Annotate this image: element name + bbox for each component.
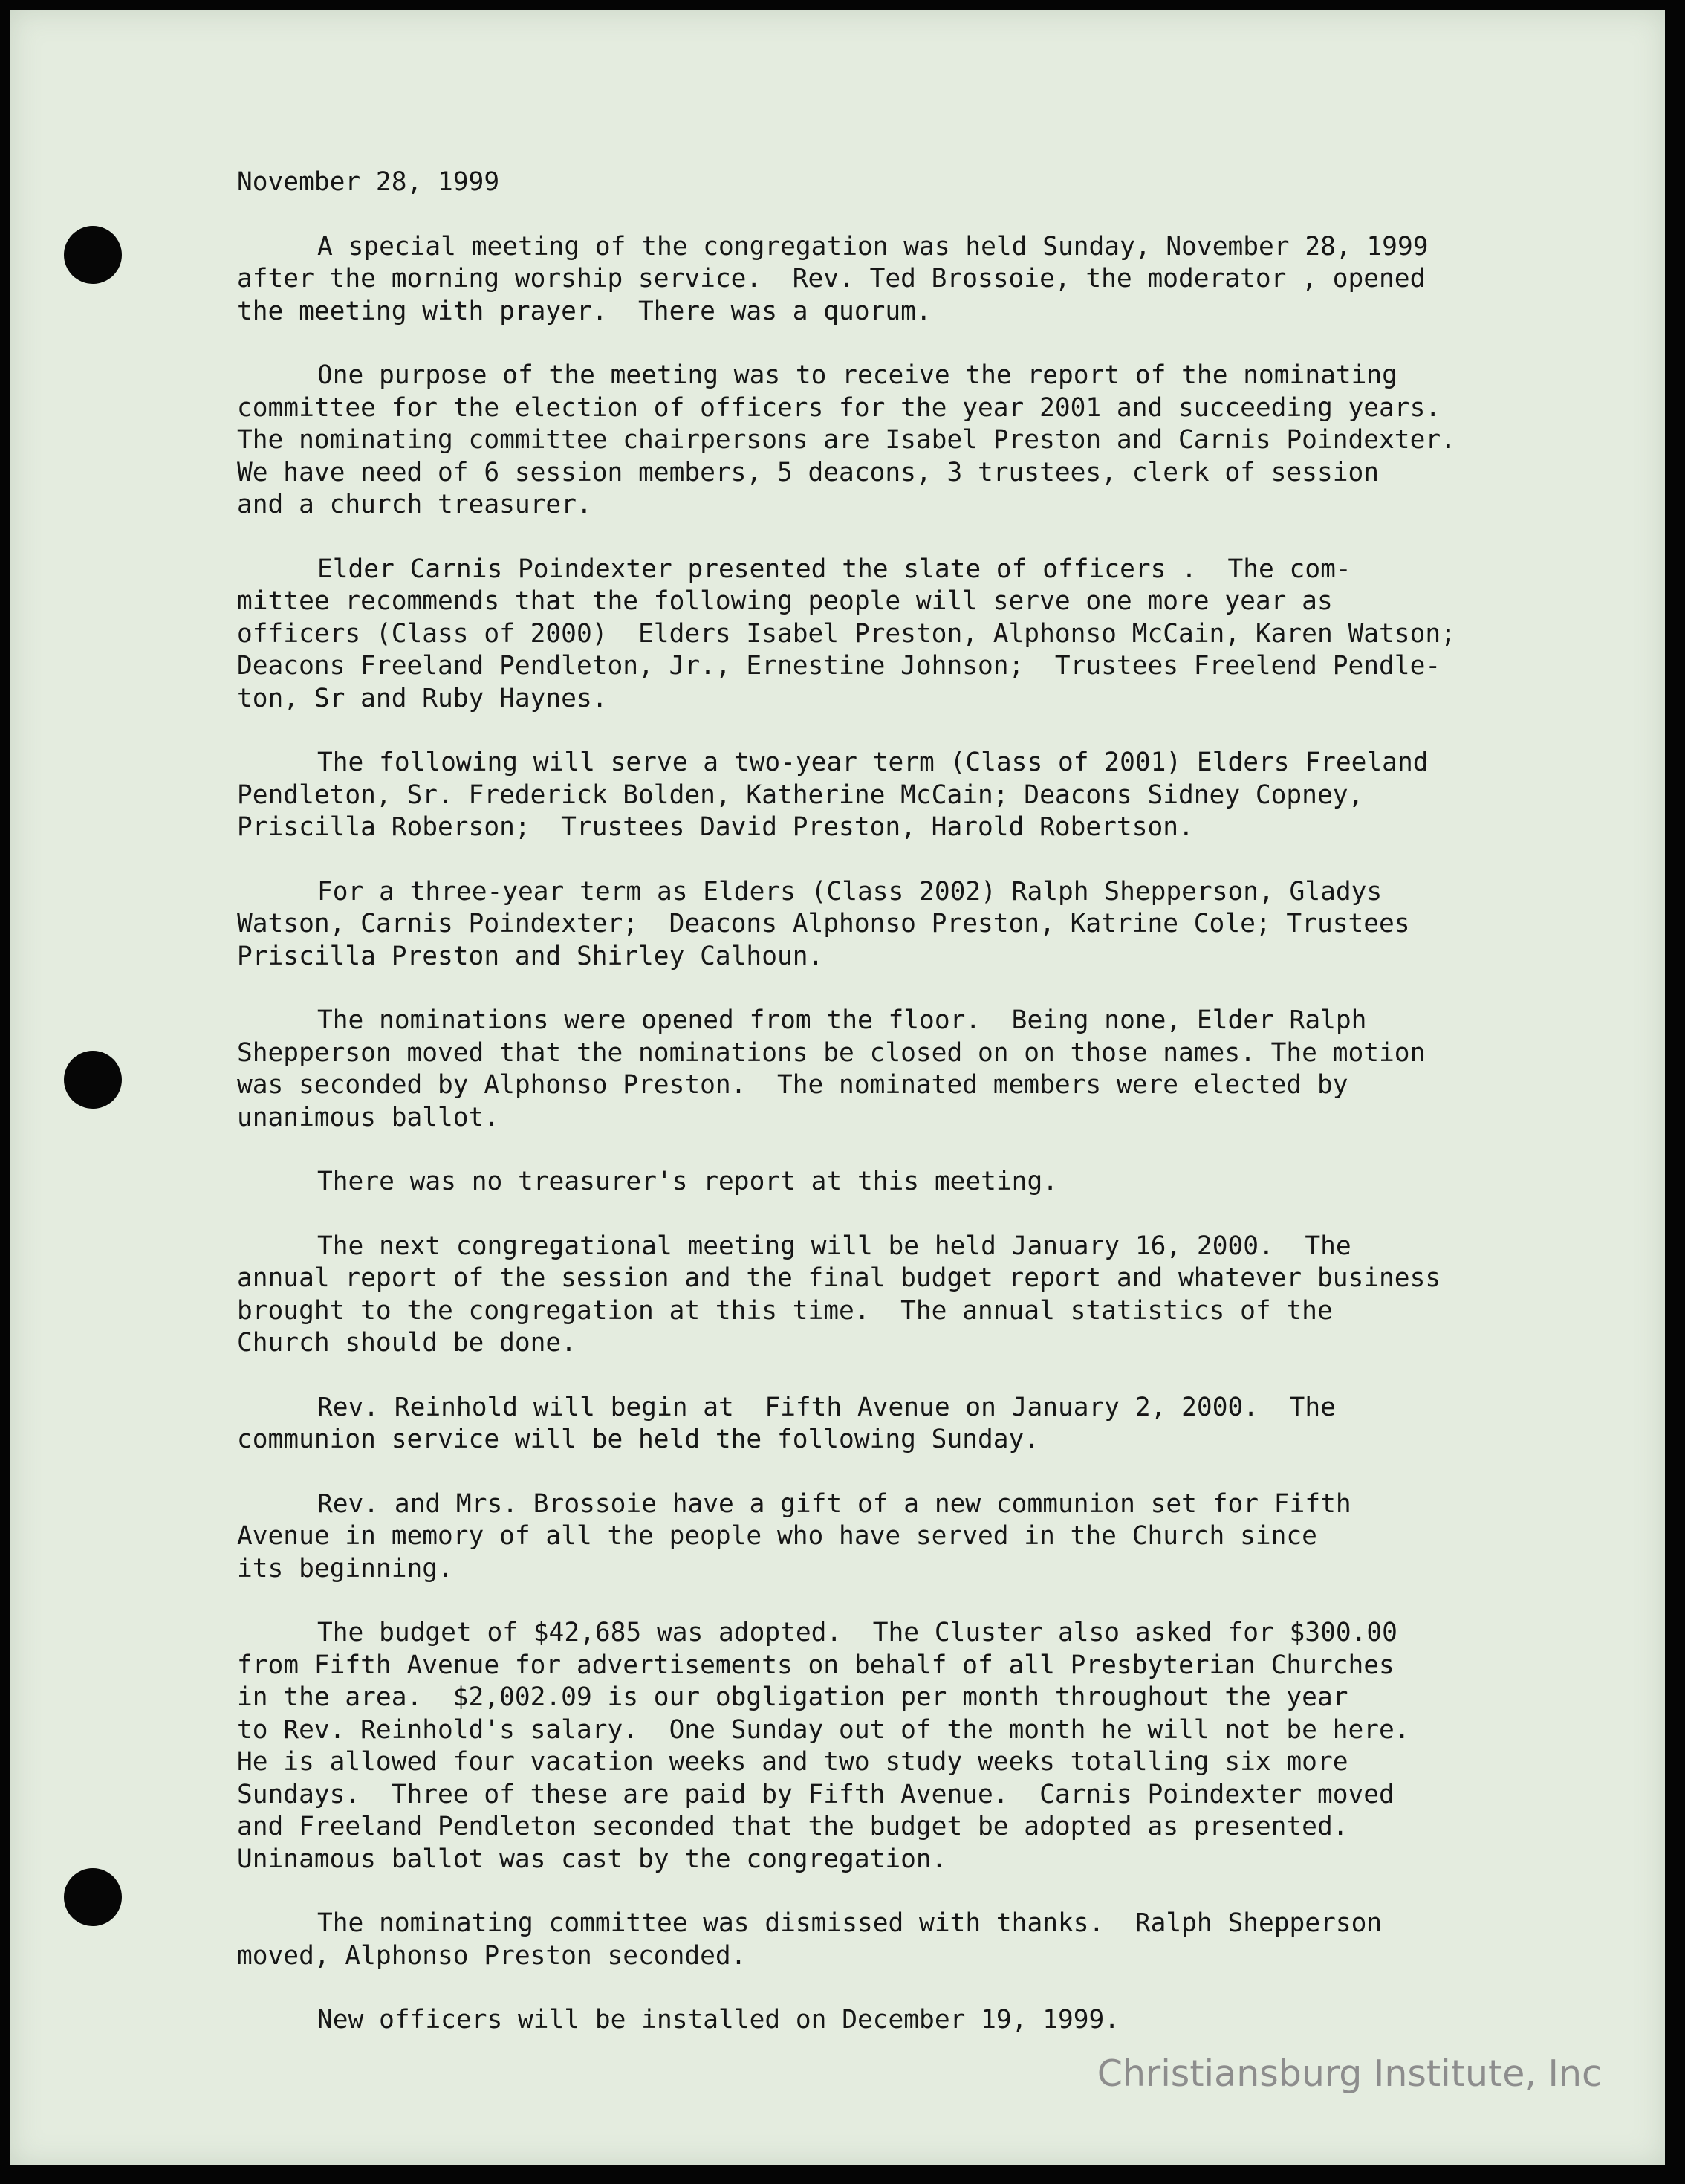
paragraph-line: committee for the election of officers for the year 2001 and succeeding years. <box>237 392 1441 423</box>
paragraph-line: Elder Carnis Poindexter presented the slate of officers . The com- <box>317 554 1351 584</box>
paragraph-line: Pendleton, Sr. Frederick Bolden, Katherine McCain; Deacons Sidney Copney, <box>237 780 1364 810</box>
paragraph-line: The next congregational meeting will be held January 16, 2000. The <box>317 1231 1351 1261</box>
paragraph-line: ton, Sr and Ruby Haynes. <box>237 683 608 713</box>
paragraph-line: Sundays. Three of these are paid by Fifth Avenue. Carnis Poindexter moved <box>237 1779 1395 1809</box>
paragraph-line: Shepperson moved that the nominations be closed on on those names. The motion <box>237 1037 1426 1068</box>
paragraph <box>237 1231 1574 1360</box>
paragraph-line: and Freeland Pendleton seconded that the budget be adopted as presented. <box>237 1812 1348 1841</box>
paragraph <box>237 2004 1574 2037</box>
watermark: Christiansburg Institute, Inc <box>1097 2052 1602 2095</box>
paragraph <box>237 1617 1574 1876</box>
paragraph-line: Priscilla Roberson; Trustees David Preston, Harold Robertson. <box>237 812 1194 842</box>
paragraph-line: officers (Class of 2000) Elders Isabel Preston, Alphonso McCain, Karen Watson; <box>237 618 1456 649</box>
paragraph-line: Rev. Reinhold will begin at Fifth Avenue on January 2, 2000. The <box>317 1392 1336 1422</box>
paragraph-line: mittee recommends that the following people will serve one more year as <box>237 586 1333 616</box>
paragraph-line: its beginning. <box>237 1553 453 1584</box>
paragraph-line: Avenue in memory of all the people who have served in the Church since <box>237 1521 1317 1551</box>
paragraph-line: after the morning worship service. Rev. Ted Brossoie, the moderator , opened <box>237 264 1426 294</box>
paragraph-line: The nominating committee chairpersons are Isabel Preston and Carnis Poindexter. <box>237 425 1456 455</box>
paragraph-line: the meeting with prayer. There was a quorum. <box>237 296 932 326</box>
paragraph <box>237 1005 1574 1134</box>
paragraph-line: The nominations were opened from the floor. Being none, Elder Ralph <box>317 1005 1367 1035</box>
document-body <box>237 166 1574 2069</box>
paragraph <box>237 876 1574 973</box>
paragraph-line: Deacons Freeland Pendleton, Jr., Ernestine Johnson; Trustees Freelend Pendle- <box>237 651 1441 681</box>
document-date: November 28, 1999 <box>237 167 500 197</box>
paragraph-line: Uninamous ballot was cast by the congregation. <box>237 1844 947 1874</box>
paragraph <box>237 1488 1574 1586</box>
binder-hole-top <box>64 226 122 284</box>
paragraph-line: to Rev. Reinhold's salary. One Sunday out of the month he will not be here. <box>237 1714 1410 1745</box>
paragraph <box>237 360 1574 522</box>
paragraph <box>237 1392 1574 1456</box>
paragraph-line: He is allowed four vacation weeks and two study weeks totalling six more <box>237 1747 1348 1777</box>
paragraph-line: communion service will be held the following Sunday. <box>237 1425 1040 1454</box>
paragraph-line: Watson, Carnis Poindexter; Deacons Alphonso Preston, Katrine Cole; Trustees <box>237 909 1410 939</box>
binder-hole-middle <box>64 1051 122 1109</box>
paragraph-line: in the area. $2,002.09 is our obgligation per month throughout the year <box>237 1682 1348 1712</box>
paragraph-line: Church should be done. <box>237 1328 577 1358</box>
paragraph <box>237 1908 1574 1972</box>
paragraph-line: The budget of $42,685 was adopted. The Cluster also asked for $300.00 <box>317 1618 1397 1647</box>
paragraph <box>237 231 1574 328</box>
paragraph <box>237 747 1574 844</box>
paragraph-line: Priscilla Preston and Shirley Calhoun. <box>237 941 824 971</box>
paragraph-line: New officers will be installed on December 19, 1999. <box>317 2005 1120 2035</box>
paragraph-line: A special meeting of the congregation was held Sunday, November 28, 1999 <box>317 231 1429 262</box>
paragraph-line: unanimous ballot. <box>237 1102 500 1132</box>
paragraph-line: We have need of 6 session members, 5 deacons, 3 trustees, clerk of session <box>237 457 1380 487</box>
paragraph-line: Rev. and Mrs. Brossoie have a gift of a new communion set for Fifth <box>317 1488 1351 1519</box>
paragraph-line: from Fifth Avenue for advertisements on behalf of all Presbyterian Churches <box>237 1650 1395 1680</box>
paragraph-line: and a church treasurer. <box>237 490 592 519</box>
paragraph-line: One purpose of the meeting was to receive the report of the nominating <box>317 360 1397 390</box>
paragraph-line: moved, Alphonso Preston seconded. <box>237 1940 747 1971</box>
paragraph-line: was seconded by Alphonso Preston. The nominated members were elected by <box>237 1070 1348 1100</box>
paragraph-line: There was no treasurer's report at this meeting. <box>317 1167 1058 1196</box>
paragraph-line: brought to the congregation at this time. The annual statistics of the <box>237 1295 1333 1326</box>
binder-hole-bottom <box>64 1868 122 1926</box>
paragraph-line: The nominating committee was dismissed with thanks. Ralph Shepperson <box>317 1908 1383 1938</box>
paragraph <box>237 1166 1574 1199</box>
paragraph-line: For a three-year term as Elders (Class 2002) Ralph Shepperson, Gladys <box>317 876 1383 907</box>
document-page <box>10 10 1665 2165</box>
paragraph <box>237 554 1574 716</box>
paragraph-line: annual report of the session and the final budget report and whatever business <box>237 1263 1441 1293</box>
paragraph-list <box>237 231 1574 2037</box>
paragraph-line: The following will serve a two-year term (Class of 2001) Elders Freeland <box>317 748 1429 777</box>
